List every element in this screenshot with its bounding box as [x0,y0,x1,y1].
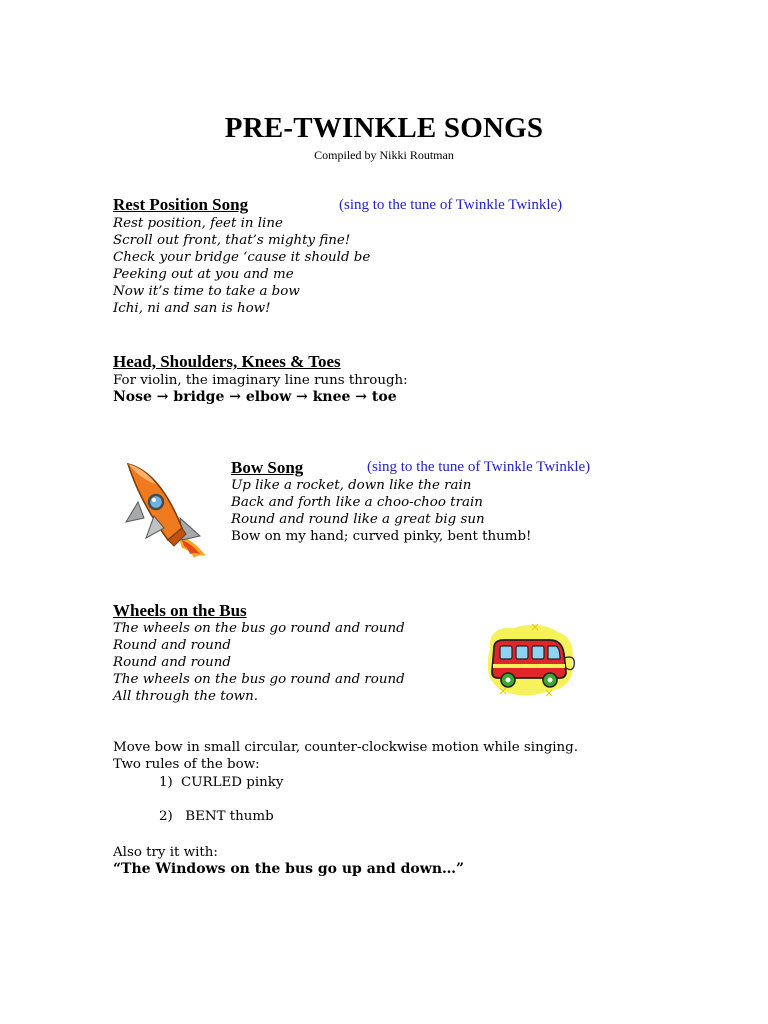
instructions-line-1: Move bow in small circular, counter-clockwise motion while singing. [113,740,579,755]
lyric-line: Up like a rocket, down like the rain [231,478,472,493]
also-intro: Also try it with: [113,845,218,860]
head-shoulders-sequence: Nose → bridge → elbow → knee → toe [113,389,397,405]
rule-number: 2) [159,809,173,824]
instructions-line-2: Two rules of the bow: [113,757,260,772]
page-subtitle: Compiled by Nikki Routman [314,148,454,162]
rest-position-note: (sing to the tune of Twinkle Twinkle) [339,197,563,213]
lyric-line: Rest position, feet in line [113,216,283,231]
lyric-line: The wheels on the bus go round and round [113,621,405,636]
lyric-line: Now it’s time to take a bow [113,284,300,299]
wheels-heading: Wheels on the Bus [113,601,247,620]
lyric-line: Bow on my hand; curved pinky, bent thumb! [231,529,532,544]
bus-icon [480,618,584,702]
rule-number: 1) [159,775,173,790]
lyric-line: Round and round [113,638,231,653]
lyric-line: Back and forth like a choo-choo train [231,495,483,510]
page-title: PRE-TWINKLE SONGS [224,112,544,144]
head-shoulders-intro: For violin, the imaginary line runs through: [113,373,408,388]
lyric-line: All through the town. [113,689,259,704]
rule-item [159,808,359,825]
rule-text: CURLED pinky [181,775,284,790]
wheels-lyrics [113,620,405,705]
rule-item [159,774,359,791]
head-shoulders-heading: Head, Shoulders, Knees & Toes [113,352,341,371]
rocket-icon [120,458,216,566]
rule-text: BENT thumb [181,809,274,824]
rest-position-lyrics [113,215,370,317]
lyric-line: Peeking out at you and me [113,267,294,282]
lyric-line: Scroll out front, that’s mighty fine! [113,233,351,248]
rest-position-heading: Rest Position Song [113,195,249,214]
lyric-line: Ichi, ni and san is how! [113,301,271,316]
lyric-line: Check your bridge ‘cause it should be [113,250,371,265]
bow-song-lyrics [231,477,531,545]
bow-song-note: (sing to the tune of Twinkle Twinkle) [367,459,591,475]
lyric-line: Round and round [113,655,231,670]
lyric-line: Round and round like a great big sun [231,512,485,527]
also-quote: “The Windows on the bus go up and down…” [113,861,465,877]
lyric-line: The wheels on the bus go round and round [113,672,405,687]
bow-song-heading: Bow Song [231,458,304,477]
